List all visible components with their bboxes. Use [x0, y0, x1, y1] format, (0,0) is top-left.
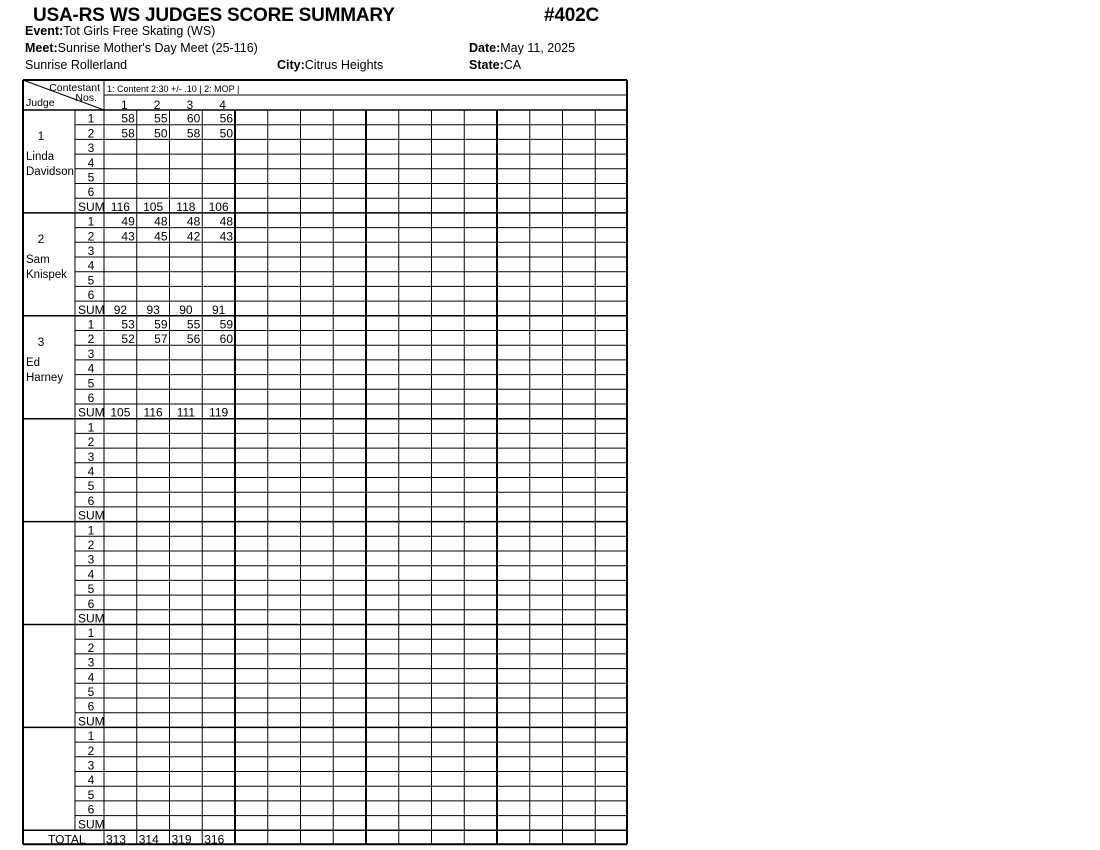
contestant-number: 2 — [153, 98, 161, 112]
judge-first-name: Sam — [26, 253, 50, 266]
sum-cell: 93 — [146, 302, 160, 317]
mark-row-label: 6 — [87, 699, 95, 714]
form-number: #402C — [544, 5, 599, 26]
contestant-number: 4 — [219, 98, 226, 112]
total-cell: 319 — [171, 832, 192, 847]
score-cell: 52 — [121, 332, 135, 347]
mark-row-label: 6 — [87, 391, 95, 405]
mark-row-label: 1 — [87, 523, 95, 538]
judge-number: 3 — [37, 334, 45, 349]
judge-first-name: Linda — [26, 151, 55, 163]
corner-nos-label: Nos. — [75, 92, 97, 104]
sum-cell: 92 — [113, 302, 128, 317]
mark-row-label: 2 — [87, 435, 95, 450]
score-cell: 59 — [219, 317, 233, 332]
score-cell: 49 — [121, 214, 135, 229]
mark-row-label: 1 — [87, 214, 95, 229]
score-cell: 50 — [154, 126, 168, 141]
mark-row-label: 3 — [87, 552, 95, 567]
mark-row-label: 5 — [87, 787, 95, 802]
score-cell: 50 — [219, 126, 233, 141]
judge-last-name: Davidson — [26, 166, 74, 178]
score-cell: 45 — [154, 229, 168, 244]
sum-cell: 116 — [110, 199, 130, 214]
sum-cell: 106 — [208, 199, 229, 214]
mark-row-label: 3 — [87, 141, 95, 156]
mark-row-label: 3 — [87, 655, 95, 670]
mark-row-label: 4 — [87, 773, 95, 788]
event-label: Event: — [25, 24, 64, 38]
city-value: Citrus Heights — [304, 58, 384, 72]
sum-row-label: SUM — [78, 508, 105, 523]
score-cell: 58 — [121, 111, 135, 126]
corner-contestant-label: Contestant — [49, 82, 100, 94]
mark-row-label: 6 — [87, 493, 95, 508]
mark-row-label: 2 — [87, 743, 95, 758]
score-cell: 43 — [219, 229, 233, 244]
mark-row-label: 2 — [87, 538, 95, 552]
sum-row-label: SUM — [78, 405, 105, 420]
mark-row-label: 1 — [87, 626, 95, 641]
mark-row-label: 3 — [87, 758, 95, 773]
sum-row-label: SUM — [78, 817, 105, 832]
sum-cell: 105 — [110, 405, 131, 420]
sum-cell: 118 — [176, 199, 196, 214]
page-title: USA-RS WS JUDGES SCORE SUMMARY — [33, 5, 395, 26]
contestant-number: 1 — [121, 98, 128, 112]
sum-cell: 91 — [211, 302, 226, 317]
score-cell: 58 — [121, 126, 135, 141]
total-cell: 314 — [138, 832, 159, 847]
mark-row-label: 6 — [87, 288, 95, 303]
sum-cell: 116 — [143, 405, 163, 420]
mark-row-label: 4 — [87, 464, 95, 479]
mark-row-label: 1 — [87, 111, 95, 126]
total-row-label: TOTAL — [48, 832, 86, 847]
mark-row-label: 5 — [87, 479, 95, 494]
score-cell: 48 — [154, 214, 168, 229]
mark-row-label: 4 — [87, 155, 95, 170]
mark-row-label: 5 — [87, 582, 95, 597]
state-label: State: — [469, 58, 504, 72]
score-cell: 59 — [154, 317, 168, 332]
score-cell: 55 — [154, 111, 168, 126]
judge-first-name: Ed — [26, 356, 41, 369]
city-label: City: — [277, 58, 305, 72]
mark-row-label: 4 — [87, 258, 95, 273]
judge-last-name: Harney — [26, 371, 64, 384]
mark-row-label: 4 — [87, 670, 95, 685]
score-cell: 55 — [186, 317, 201, 332]
total-cell: 316 — [204, 832, 225, 847]
marks-legend: 1: Content 2:30 +/- .10 | 2: MOP | — [107, 84, 240, 94]
judge-number: 1 — [37, 129, 45, 143]
sum-cell: 111 — [176, 405, 195, 420]
meet-value: Sunrise Mother's Day Meet (25-116) — [57, 41, 258, 55]
sum-cell: 105 — [143, 199, 164, 214]
sum-cell: 119 — [209, 405, 229, 420]
mark-row-label: 5 — [87, 685, 95, 699]
score-cell: 60 — [219, 332, 233, 347]
sum-cell: 90 — [179, 302, 193, 317]
mark-row-label: 5 — [87, 170, 95, 185]
contestant-number: 3 — [186, 98, 194, 112]
meet-label: Meet: — [25, 41, 58, 55]
date-value: May 11, 2025 — [500, 41, 576, 55]
score-cell: 60 — [186, 111, 201, 126]
mark-row-label: 4 — [87, 567, 95, 582]
judge-last-name: Knispek — [26, 268, 67, 281]
sum-row-label: SUM — [78, 714, 105, 729]
corner-judge-label: Judge — [26, 97, 55, 109]
total-cell: 313 — [106, 832, 127, 847]
mark-row-label: 2 — [87, 332, 95, 347]
event-value: Tot Girls Free Skating (WS) — [63, 24, 216, 38]
sum-row-label: SUM — [78, 302, 105, 317]
mark-row-label: 5 — [87, 376, 95, 391]
venue: Sunrise Rollerland — [25, 58, 128, 72]
score-cell: 43 — [121, 229, 135, 244]
score-cell: 56 — [186, 332, 201, 347]
mark-row-label: 1 — [87, 729, 95, 744]
score-cell: 53 — [121, 317, 135, 332]
score-cell: 56 — [219, 111, 233, 126]
mark-row-label: 6 — [87, 802, 95, 817]
score-cell: 48 — [219, 214, 233, 229]
score-cell: 57 — [154, 332, 168, 347]
mark-row-label: 2 — [87, 126, 95, 141]
mark-row-label: 4 — [87, 361, 95, 376]
judge-number: 2 — [37, 231, 45, 246]
mark-row-label: 5 — [87, 273, 95, 288]
mark-row-label: 1 — [87, 317, 95, 332]
sum-row-label: SUM — [78, 611, 105, 626]
score-cell: 58 — [186, 126, 201, 141]
sum-row-label: SUM — [78, 199, 105, 214]
mark-row-label: 2 — [87, 229, 95, 244]
state-value: CA — [503, 58, 522, 72]
mark-row-label: 3 — [87, 244, 95, 258]
mark-row-label: 6 — [87, 596, 95, 611]
mark-row-label: 2 — [87, 640, 95, 655]
date-label: Date: — [469, 41, 501, 55]
mark-row-label: 3 — [87, 449, 95, 464]
mark-row-label: 6 — [87, 185, 95, 200]
mark-row-label: 1 — [87, 420, 95, 435]
score-cell: 48 — [186, 214, 201, 229]
mark-row-label: 3 — [87, 346, 95, 361]
score-cell: 42 — [186, 229, 201, 244]
